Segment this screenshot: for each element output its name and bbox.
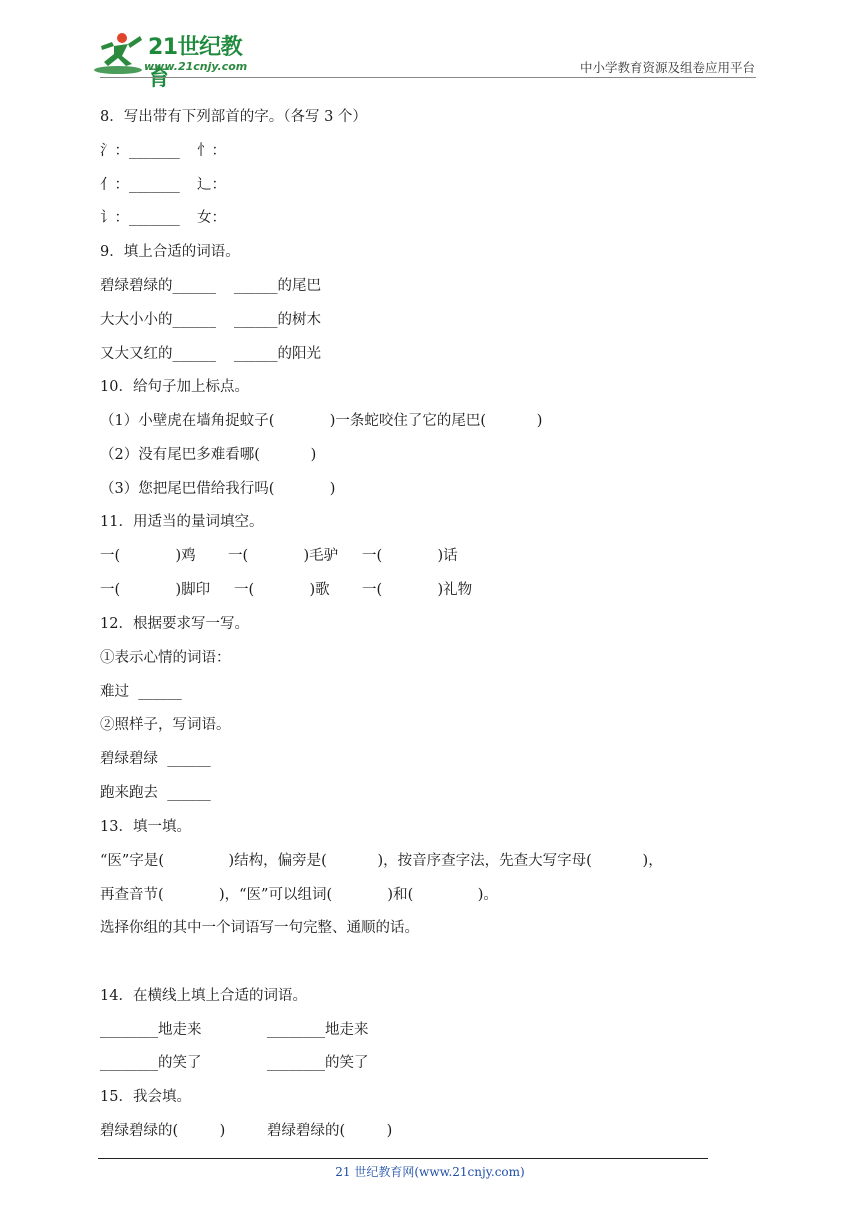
q11-row1-col3: 一( )话 xyxy=(362,548,458,564)
q11-row2-col3: 一( )礼物 xyxy=(362,582,473,598)
header-divider xyxy=(100,77,756,78)
q13-line-3: 选择你组的其中一个词语写一句完整、通顺的话。 xyxy=(100,920,419,936)
q8-row3-right: 女： xyxy=(197,210,226,226)
q12-line-3: ②照样子，写词语。 xyxy=(100,717,231,733)
q14-row2-left: ________的笑了 xyxy=(100,1055,202,1071)
q9-row2-right: ______的树木 xyxy=(234,312,321,328)
site-tagline: 中小学教育资源及组卷应用平台 xyxy=(579,60,755,75)
logo-url: www.21cnjy.com xyxy=(144,60,248,73)
q12-line-2: 难过 ______ xyxy=(100,684,182,700)
q9-row1-right: ______的尾巴 xyxy=(234,278,321,294)
question-14-title: 14．在横线上填上合适的词语。 xyxy=(100,988,307,1004)
q15-right: 碧绿碧绿的( ) xyxy=(267,1123,393,1139)
q8-row2-left: 亻：_______ xyxy=(100,177,180,193)
q12-line-4: 碧绿碧绿 ______ xyxy=(100,751,211,767)
question-10-title: 10．给句子加上标点。 xyxy=(100,379,249,395)
q13-line-1: “医”字是( )结构，偏旁是( )，按音序查字法，先查大写字母( )， xyxy=(100,853,663,869)
q11-row1-col2: 一( )毛驴 xyxy=(228,548,339,564)
q12-line-1: ①表示心情的词语： xyxy=(100,650,231,666)
footer-link[interactable]: 21 世纪教育网(www.21cnjy.com) xyxy=(335,1165,525,1179)
running-figure-icon xyxy=(92,30,148,78)
q8-row2-right: 辶： xyxy=(197,177,226,193)
q14-row1-right: ________地走来 xyxy=(267,1022,369,1038)
q10-item-3: （3）您把尾巴借给我行吗( ) xyxy=(100,481,336,497)
q11-row2-col1: 一( )脚印 xyxy=(100,582,211,598)
q12-line-5: 跑来跑去 ______ xyxy=(100,785,211,801)
q10-item-2: （2）没有尾巴多难看哪( ) xyxy=(100,447,317,463)
question-12-title: 12．根据要求写一写。 xyxy=(100,616,249,632)
question-13-title: 13．填一填。 xyxy=(100,819,191,835)
q9-row3-right: ______的阳光 xyxy=(234,346,321,362)
footer-divider xyxy=(98,1158,708,1159)
q14-row1-left: ________地走来 xyxy=(100,1022,202,1038)
question-11-title: 11．用适当的量词填空。 xyxy=(100,514,264,530)
q14-row2-right: ________的笑了 xyxy=(267,1055,369,1071)
q8-row3-left: 讠：_______ xyxy=(100,210,180,226)
q8-row1-left: 氵：_______ xyxy=(100,143,180,159)
question-8-title: 8．写出带有下列部首的字。（各写 3 个） xyxy=(100,109,367,125)
question-9-title: 9．填上合适的词语。 xyxy=(100,244,240,260)
q11-row1-col1: 一( )鸡 xyxy=(100,548,196,564)
site-logo xyxy=(92,30,262,91)
q9-row1-left: 碧绿碧绿的______ xyxy=(100,278,216,294)
q9-row3-left: 又大又红的______ xyxy=(100,346,216,362)
q11-row2-col2: 一( )歌 xyxy=(234,582,330,598)
q13-line-2: 再查音节( )，“医”可以组词( )和( )。 xyxy=(100,887,498,903)
q8-row1-right: 忄： xyxy=(197,143,226,159)
q9-row2-left: 大大小小的______ xyxy=(100,312,216,328)
q10-item-1: （1）小壁虎在墙角捉蚊子( )一条蛇咬住了它的尾巴( ) xyxy=(100,413,543,429)
question-15-title: 15．我会填。 xyxy=(100,1089,191,1105)
q15-left: 碧绿碧绿的( ) xyxy=(100,1123,226,1139)
logo-title: 21世纪教育 xyxy=(148,35,243,91)
